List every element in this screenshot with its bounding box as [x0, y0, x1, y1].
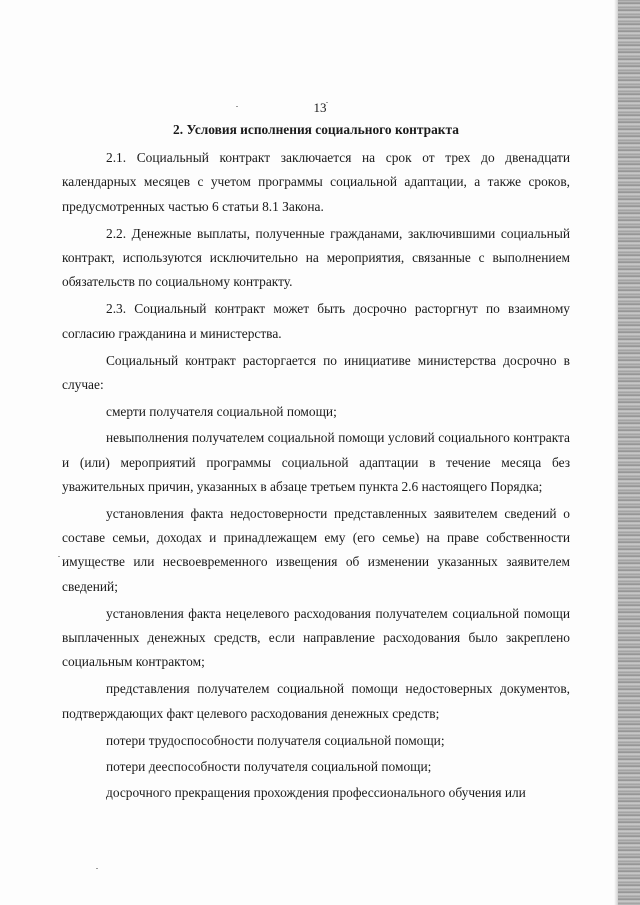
paragraph-2-2: 2.2. Денежные выплаты, полученные гражданами, заключившими социальный контракт, используются исключительно на мероприятия, связанные с выполнением обязательств по социальному контракту.: [62, 225, 570, 290]
scan-edge-shading: [618, 0, 640, 905]
paragraph-termination-intro: Социальный контракт расторгается по инициативе министерства досрочно в случае:: [62, 352, 570, 393]
list-item-death: смерти получателя социальной помощи;: [106, 404, 337, 420]
document-body: [62, 118, 570, 808]
paragraph-2-1: 2.1. Социальный контракт заключается на срок от трех до двенадцати календарных месяцев с учетом программы социальной адаптации, а также сроков, предусмотренных частью 6 статьи 8.1 Закона.: [62, 150, 570, 214]
scan-speck: [58, 556, 60, 557]
list-item-misuse-of-funds: установления факта нецелевого расходования получателем социальной помощи выплаченных денежных средств, если направление расходования было закреплено социальным контрактом;: [62, 605, 570, 670]
list-item-loss-of-work-capacity: потери трудоспособности получателя социальной помощи;: [106, 732, 445, 748]
list-item-non-fulfillment: невыполнения получателем социальной помощи условий социального контракта и (или) мероприятий программы социальной адаптации в течение месяца без уважительных причин, указанных в абзаце третьем пункта 2.6 настоящего Порядка;: [62, 430, 570, 494]
paragraph-2-3: 2.3. Социальный контракт может быть досрочно расторгнут по взаимному согласию гражданина и министерства.: [62, 301, 570, 341]
list-item-early-termination-of-training: досрочного прекращения прохождения профессионального обучения или: [106, 785, 526, 801]
list-item-loss-of-legal-capacity: потери дееспособности получателя социальной помощи;: [106, 759, 432, 775]
page-number: 13: [313, 100, 327, 115]
section-title: 2. Условия исполнения социального контракта: [173, 122, 459, 137]
list-item-false-documents: представления получателем социальной помощи недостоверных документов, подтверждающих факт целевого расходования денежных средств;: [62, 681, 570, 721]
scan-speck: [96, 868, 98, 869]
list-item-false-information: установления факта недостоверности представленных заявителем сведений о составе семьи, доходах и принадлежащем ему (его семье) на праве собственности имуществе или несвоевременного извещения об изменении указанных заявителем сведений;: [62, 506, 570, 594]
